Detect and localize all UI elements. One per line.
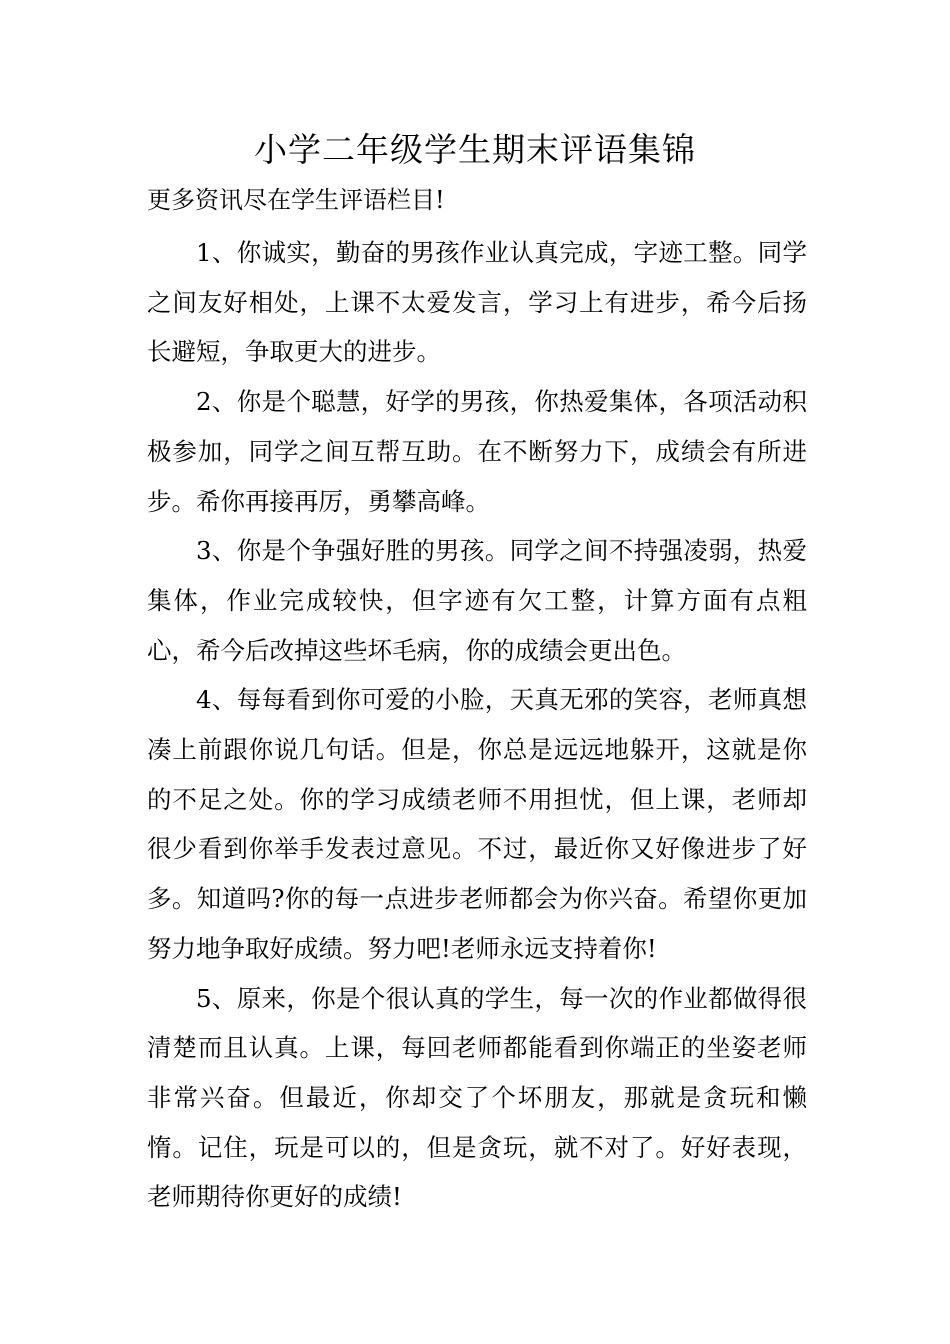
comment-paragraph-3: 3、你是个争强好胜的男孩。同学之间不持强凌弱，热爱集体，作业完成较快，但字迹有欠工整，计算方面有点粗心，希今后改掉这些坏毛病，你的成绩会更出色。 [147,536,807,665]
comment-paragraph-2: 2、你是个聪慧，好学的男孩，你热爱集体，各项活动积极参加，同学之间互帮互助。在不断努力下，成绩会有所进步。希你再接再厉，勇攀高峰。 [147,387,807,516]
comment-paragraph-4: 4、每每看到你可爱的小脸，天真无邪的笑容，老师真想凑上前跟你说几句话。但是，你总是远远地躲开，这就是你的不足之处。你的学习成绩老师不用担忧，但上课，老师却很少看到你举手发表过意见。不过，最近你又好像进步了好多。知道吗?你的每一点进步老师都会为你兴奋。希望你更加努力地争取好成绩。努力吧!老师永远支持着你! [147,685,807,963]
document-title: 小学二年级学生期末评语集锦 [254,130,696,169]
comment-paragraph-1: 1、你诚实，勤奋的男孩作业认真完成，字迹工整。同学之间友好相处，上课不太爱发言，学习上有进步，希今后扬长避短，争取更大的进步。 [147,238,807,367]
document-subtitle: 更多资讯尽在学生评语栏目! [147,186,445,214]
document-body [147,228,807,1222]
comment-paragraph-5: 5、原来，你是个很认真的学生，每一次的作业都做得很清楚而且认真。上课，每回老师都能看到你端正的坐姿老师非常兴奋。但最近，你却交了个坏朋友，那就是贪玩和懒惰。记住，玩是可以的，但是贪玩，就不对了。好好表现，老师期待你更好的成绩! [147,983,807,1212]
